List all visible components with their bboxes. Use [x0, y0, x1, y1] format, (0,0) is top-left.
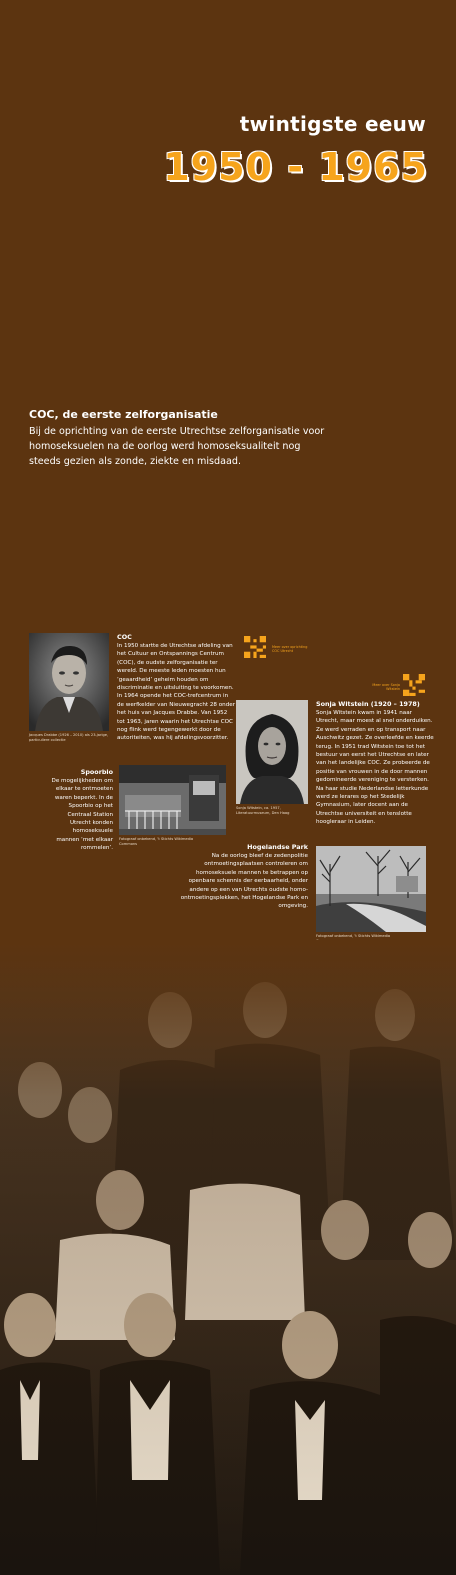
coc-section [117, 633, 235, 743]
hogelandse-title: Hogelandse Park [247, 843, 308, 851]
coc-members-group-photo [0, 940, 456, 1575]
intro-section [29, 408, 329, 469]
spoorbio-photo [119, 765, 226, 835]
intro-title: COC, de eerste zelforganisatie [29, 408, 218, 421]
hogelandse-caption: Fotograaf onbekend, ’t Stichts Wikimedia [316, 934, 391, 938]
sonja-qr-label: Meer over Sonja Witstein [372, 683, 400, 692]
header-subtitle: twintigste eeuw [239, 112, 426, 136]
coc-qr-code[interactable] [244, 636, 266, 658]
sonja-title: Sonja Witstein (1920 – 1978) [316, 700, 420, 708]
hogelandse-text: Na de oorlog bleef de zedenpolitie ontmoetingsplaatsen controleren om homoseksuele mannen te betrappen op openbare schennis der eerbaarheid, onder andere op een van Utrechts oudste homo-ontmoetingsplekken, het Hogelandse Park en omgeving. [180, 853, 308, 910]
spoorbio-section [48, 768, 113, 853]
hogelandse-section [180, 843, 308, 911]
intro-text: Bij de oprichting van de eerste Utrechtse zelforganisatie voor homoseksuelen na de oorlog werd homoseksualiteit nog steeds gezien als zonde, ziekte en misdaad. [29, 426, 325, 467]
coc-title: COC [117, 633, 132, 641]
spoorbio-caption: Fotograaf onbekend, ’t Stichts Wikimedia Commons [119, 837, 194, 846]
coc-qr-label: Meer over oprichting COC Utrecht [272, 645, 308, 654]
hogelandse-park-photo [316, 846, 426, 932]
coc-text: In 1950 startte de Utrechtse afdeling van het Cultuur en Ontspannings Centrum (COC), de oudste zelforganisatie ter wereld. De meeste leden moesten hun ‘geaardheid’ geheim houden om discriminatie en uitsluiting te voorkomen. In 1964 opende het COC-trefcentrum in de werfkelder van Nieuwegracht 28 onder het huis van Jacques Drabbe. Van 1952 tot 1963, jaren waarin het Utrechtse COC nog flink werd tegengewerkt door de autoriteiten, was hij afdelingsvoorzitter. [117, 643, 235, 742]
sonja-witstein-caption: Sonja Witstein, ca. 1957, Literatuurmuseum, Den Haag [236, 806, 290, 815]
sonja-section [316, 700, 434, 827]
header-years: 1950 - 1965 [163, 145, 428, 189]
spoorbio-title: Spoorbio [80, 768, 113, 776]
spoorbio-text: De mogelijkheden om elkaar te ontmoeten waren beperkt. In de Spoorbio op het Centraal Station Utrecht konden homoseksuele mannen ‘met elkaar rommelen’. [51, 778, 113, 852]
sonja-qr-code[interactable] [403, 674, 425, 696]
sonja-witstein-photo [236, 700, 308, 804]
jacques-drabbe-photo [29, 633, 109, 731]
sonja-text: Sonja Witstein kwam in 1941 naar Utrecht, maar moest al snel onderduiken. Ze werd verraden en op transport naar Auschwitz gezet. Ze overleefde en keerde terug. In 1951 trad Witstein toe tot het bestuur van eerst het Utrechtse en later van het landelijke COC. Ze probeerde de positie van vrouwen in de door mannen gedomineerde vereniging te versterken. Na haar studie Nederlandse letterkunde werd ze lerares op het Stedelijk Gymnasium, later docent aan de Utrechtse universiteit en tenslotte hoogleraar in Leiden. [316, 710, 434, 826]
jacques-drabbe-caption: Jacques Drabbe (1926 – 2010) als 23-jarige, particuliere collectie [29, 733, 109, 742]
